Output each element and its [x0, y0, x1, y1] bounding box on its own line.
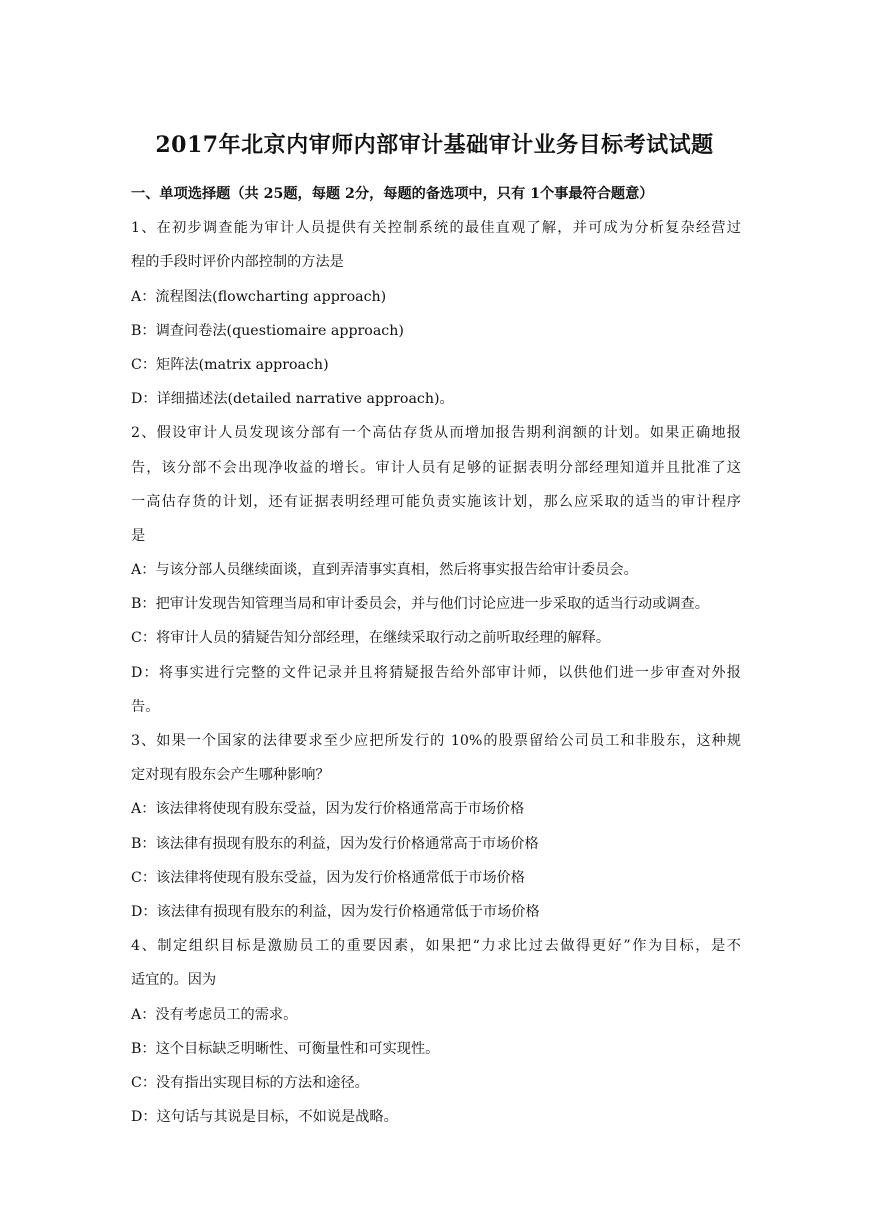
option-d: D：这句话与其说是目标，不如说是战略。 — [131, 1109, 398, 1126]
option-a: A：该法律将使现有股东受益，因为发行价格通常高于市场价格 — [131, 801, 525, 818]
question-text-line: 适宜的。因为 — [131, 972, 217, 989]
option-d-block — [131, 656, 741, 724]
option-d-continuation: 告。 — [131, 698, 160, 715]
question-text-line: 告，该分部不会出现净收益的增长。审计人员有足够的证据表明分部经理知道并且批准了这 — [131, 459, 741, 476]
question-text-line: 程的手段时评价内部控制的方法是 — [131, 254, 344, 271]
option-c: C：将审计人员的猜疑告知分部经理，在继续采取行动之前听取经理的解释。 — [131, 630, 611, 647]
question-text-line: 定对现有股东会产生哪种影响？ — [131, 767, 330, 784]
question-2 — [131, 416, 741, 553]
option-b: B：调查问卷法(questiomaire approach) — [131, 322, 404, 339]
question-text-line: 1、在初步调查能为审计人员提供有关控制系统的最佳直观了解，并可成为分析复杂经营过 — [131, 220, 741, 237]
question-text-line: 3、如果一个国家的法律要求至少应把所发行的 10%的股票留给公司员工和非股东，这种规 — [131, 733, 741, 749]
question-text-line: 2、假设审计人员发现该分部有一个高估存货从而增加报告期利润额的计划。如果正确地报 — [131, 425, 741, 442]
question-text-line: 是 — [131, 527, 146, 544]
option-c: C：该法律将使现有股东受益，因为发行价格通常低于市场价格 — [131, 869, 525, 886]
question-1 — [131, 211, 741, 279]
option-a: A：没有考虑员工的需求。 — [131, 1006, 298, 1023]
option-d: D：详细描述法(detailed narrative approach)。 — [131, 391, 454, 408]
option-b: B：把审计发现告知管理当局和审计委员会，并与他们讨论应进一步采取的适当行动或调查。 — [131, 596, 709, 613]
question-4 — [131, 929, 741, 997]
option-c: C：没有指出实现目标的方法和途径。 — [131, 1074, 369, 1091]
question-text-line: 4、制定组织目标是激励员工的重要因素，如果把“力求比过去做得更好”作为目标，是不 — [131, 938, 741, 955]
section-heading: 一、单项选择题（共 25题，每题 2分，每题的备选项中，只有 1个事最符合题意） — [131, 186, 654, 202]
option-a: A：流程图法(flowcharting approach) — [131, 288, 387, 305]
option-b: B：这个目标缺乏明晰性、可衡量性和可实现性。 — [131, 1040, 440, 1057]
document-body — [131, 177, 741, 1134]
option-b: B：该法律有损现有股东的利益，因为发行价格通常高于市场价格 — [131, 835, 539, 852]
page-title: 2017年北京内审师内部审计基础审计业务目标考试试题 — [155, 132, 714, 158]
question-3 — [131, 724, 741, 792]
option-d: D：该法律有损现有股东的利益，因为发行价格通常低于市场价格 — [131, 903, 540, 920]
option-a: A：与该分部人员继续面谈，直到弄清事实真相，然后将事实报告给审计委员会。 — [131, 562, 638, 579]
option-d: D：将事实进行完整的文件记录并且将猜疑报告给外部审计师，以供他们进一步审查对外报 — [131, 664, 741, 681]
question-text-line: 一高估存货的计划，还有证据表明经理可能负责实施该计划，那么应采取的适当的审计程序 — [131, 493, 741, 510]
option-c: C：矩阵法(matrix approach) — [131, 356, 329, 373]
